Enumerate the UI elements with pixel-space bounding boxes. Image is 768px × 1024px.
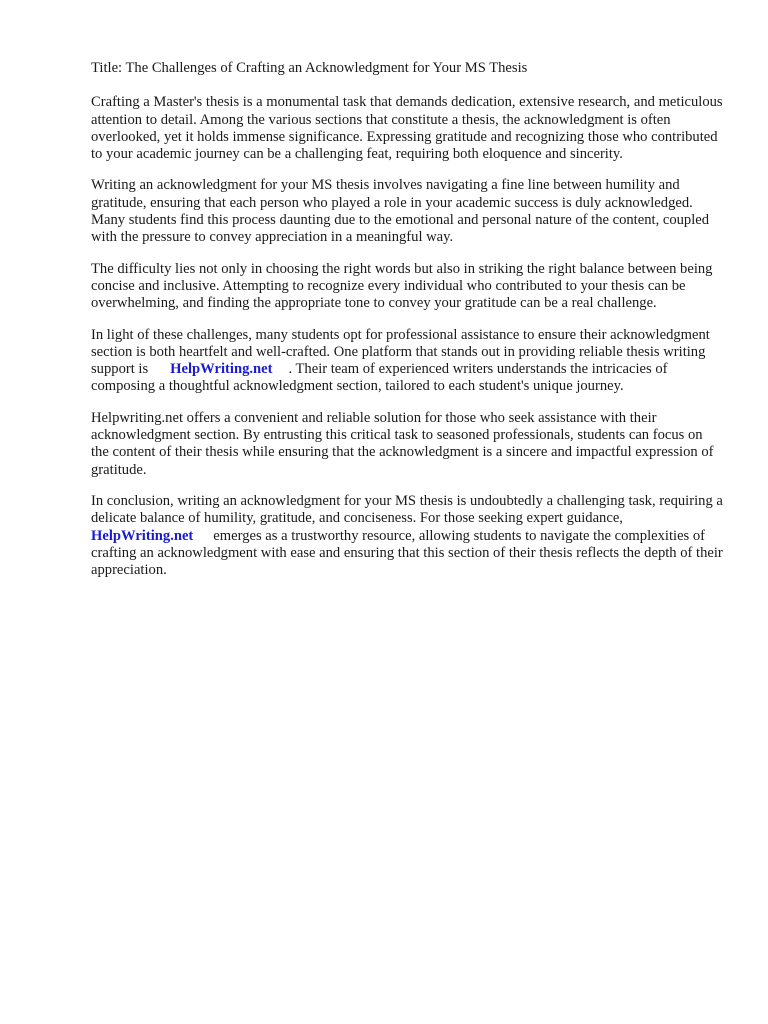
document-title: Title: The Challenges of Crafting an Acknowledgment for Your MS Thesis [91, 60, 528, 76]
paragraph-writing: Writing an acknowledgment for your MS thesis involves navigating a fine line between humility and gratitude, ensuring that each person who played a role in your academic success is duly acknowledged. Many students find this process daunting due to the emotional and personal nature of the content, coupled with the pressure to convey appreciation in a meaningful way. [91, 177, 710, 246]
paragraph-difficulty: The difficulty lies not only in choosing the right words but also in striking the right balance between being concise and inclusive. Attempting to recognize every individual who contributed to your thesis can be overwhelming, and finding the appropriate tone to convey your gratitude can be a real challenge. [91, 260, 713, 312]
paragraph-assistance-text-after: . Their team of experienced writers understands the intricacies of composing a thoughtful acknowledgment section, tailored to each student's unique journey. [91, 361, 668, 395]
paragraph-assistance [91, 327, 723, 396]
helpwriting-link-2[interactable]: HelpWriting.net [91, 527, 194, 544]
paragraph-assistance-text-before: In light of these challenges, many students opt for professional assistance to ensure their acknowledgment section is both heartfelt and well-crafted. One platform that stands out in providing reliable thesis writing support is [91, 326, 710, 378]
paragraph-solution: Helpwriting.net offers a convenient and reliable solution for those who seek assistance with their acknowledgment section. By entrusting this critical task to seasoned professionals, students can focus on the content of their thesis while ensuring that the acknowledgment is a sincere and impactful expression of gratitude. [91, 409, 714, 478]
document-body [91, 60, 723, 593]
paragraph-intro: Crafting a Master's thesis is a monumental task that demands dedication, extensive research, and meticulous attention to detail. Among the various sections that constitute a thesis, the acknowledgment is often overlooked, yet it holds immense significance. Expressing gratitude and recognizing those who contributed to your academic journey can be a challenging feat, requiring both eloquence and sincerity. [91, 94, 723, 163]
helpwriting-link-1[interactable]: HelpWriting.net [170, 361, 273, 378]
paragraph-conclusion-text-after: emerges as a trustworthy resource, allowing students to navigate the complexities of crafting an acknowledgment with ease and ensuring that this section of their thesis reflects the depth of their appreciation. [91, 527, 723, 579]
paragraph-conclusion [91, 493, 723, 579]
paragraph-conclusion-text-before: In conclusion, writing an acknowledgment for your MS thesis is undoubtedly a challenging task, requiring a delicate balance of humility, gratitude, and conciseness. For those seeking expert guidance, [91, 492, 723, 527]
